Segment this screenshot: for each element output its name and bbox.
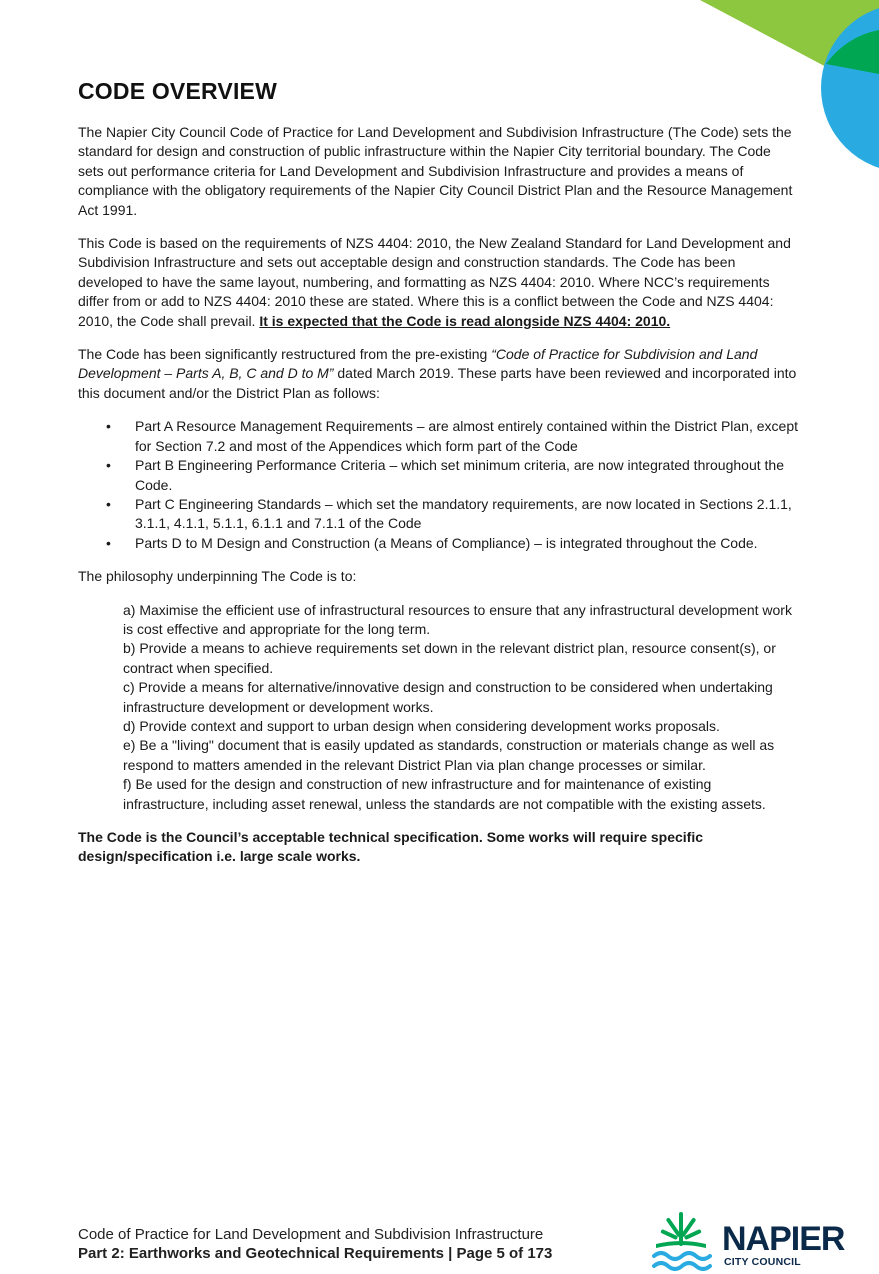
- list-item: c) Provide a means for alternative/innovative design and construction to be considered when undertaking infrastructure development or development works.: [123, 679, 773, 715]
- list-item: [78, 495, 798, 534]
- list-item: f) Be used for the design and construction of new infrastructure and for maintenance of existing infrastructure, including asset renewal, unless the standards are not compatible with the existing assets.: [123, 776, 766, 812]
- restructure-title: “Code of Practice for Subdivision and Land Development – Parts A, B, C and D to M”: [78, 346, 758, 382]
- restructure-text-end: dated March 2019. These parts have been reviewed and incorporated into this document and/or the District Plan as follows:: [78, 365, 797, 401]
- restructure-text-start: The Code has been significantly restructured from the pre-existing: [78, 346, 492, 363]
- philosophy-intro: The philosophy underpinning The Code is to:: [78, 568, 357, 585]
- napier-logo: [650, 1208, 850, 1274]
- bullet-icon: •: [106, 457, 111, 474]
- bullet-icon: •: [106, 495, 111, 512]
- list-item-text: Part A Resource Management Requirements – are almost entirely contained within the District Plan, except for Section 7.2 and most of the Appendices which form part of the Code: [135, 418, 798, 454]
- logo-subtitle: CITY COUNCIL: [724, 1256, 801, 1268]
- basis-paragraph: [78, 234, 798, 331]
- restructure-paragraph: [78, 345, 798, 403]
- list-item: [78, 534, 798, 553]
- logo-mark-icon: [650, 1208, 712, 1274]
- list-item-text: Parts D to M Design and Construction (a Means of Compliance) – is integrated throughout the Code.: [135, 534, 758, 551]
- intro-paragraph: The Napier City Council Code of Practice for Land Development and Subdivision Infrastructure (The Code) sets the standard for design and construction of public infrastructure within the Napier City territorial boundary. The Code sets out performance criteria for Land Development and Subdivision Infrastructure and provides a means of compliance with the obligatory requirements of the Napier City Council District Plan and the Resource Management Act 1991.: [78, 124, 793, 218]
- page-heading: CODE OVERVIEW: [78, 78, 277, 104]
- list-item: d) Provide context and support to urban design when considering development works proposals.: [123, 717, 720, 734]
- footer-document-title: Code of Practice for Land Development and Subdivision Infrastructure: [78, 1226, 544, 1243]
- list-item: [78, 417, 798, 456]
- list-item: b) Provide a means to achieve requirements set down in the relevant district plan, resource consent(s), or contract when specified.: [123, 640, 776, 676]
- page-footer: [78, 1226, 552, 1263]
- bullet-icon: •: [106, 418, 111, 435]
- list-item: e) Be a "living" document that is easily updated as standards, construction or materials change as well as respond to matters amended in the relevant District Plan via plan change processes or similar.: [123, 737, 775, 773]
- philosophy-list: [123, 601, 798, 814]
- footer-part-page: Part 2: Earthworks and Geotechnical Requirements | Page 5 of 173: [78, 1245, 553, 1262]
- parts-list: [78, 417, 798, 553]
- closing-statement: The Code is the Council’s acceptable technical specification. Some works will require specific design/specification i.e. large scale works.: [78, 829, 704, 865]
- bullet-icon: •: [106, 534, 111, 551]
- basis-emphasis: It is expected that the Code is read alongside NZS 4404: 2010.: [259, 312, 671, 329]
- document-body: [78, 78, 798, 867]
- list-item: a) Maximise the efficient use of infrastructural resources to ensure that any infrastructural development work is cost effective and appropriate for the long term.: [123, 601, 792, 637]
- list-item-text: Part B Engineering Performance Criteria – which set minimum criteria, are now integrated throughout the Code.: [135, 457, 784, 493]
- list-item: [78, 456, 798, 495]
- basis-text: This Code is based on the requirements of NZS 4404: 2010, the New Zealand Standard for Land Development and Subdivision Infrastructure and sets out acceptable design and construction standards. The Code has been developed to have the same layout, numbering, and formatting as NZS 4404: 2010. Where NCC’s requirements differ from or add to NZS 4404: 2010 these are stated. Where this is a conflict between the Code and NZS 4404: 2010, the Code shall prevail.: [78, 235, 791, 329]
- logo-name: NAPIER: [722, 1220, 845, 1258]
- list-item-text: Part C Engineering Standards – which set the mandatory requirements, are now located in Sections 2.1.1, 3.1.1, 4.1.1, 5.1.1, 6.1.1 and 7.1.1 of the Code: [135, 495, 792, 532]
